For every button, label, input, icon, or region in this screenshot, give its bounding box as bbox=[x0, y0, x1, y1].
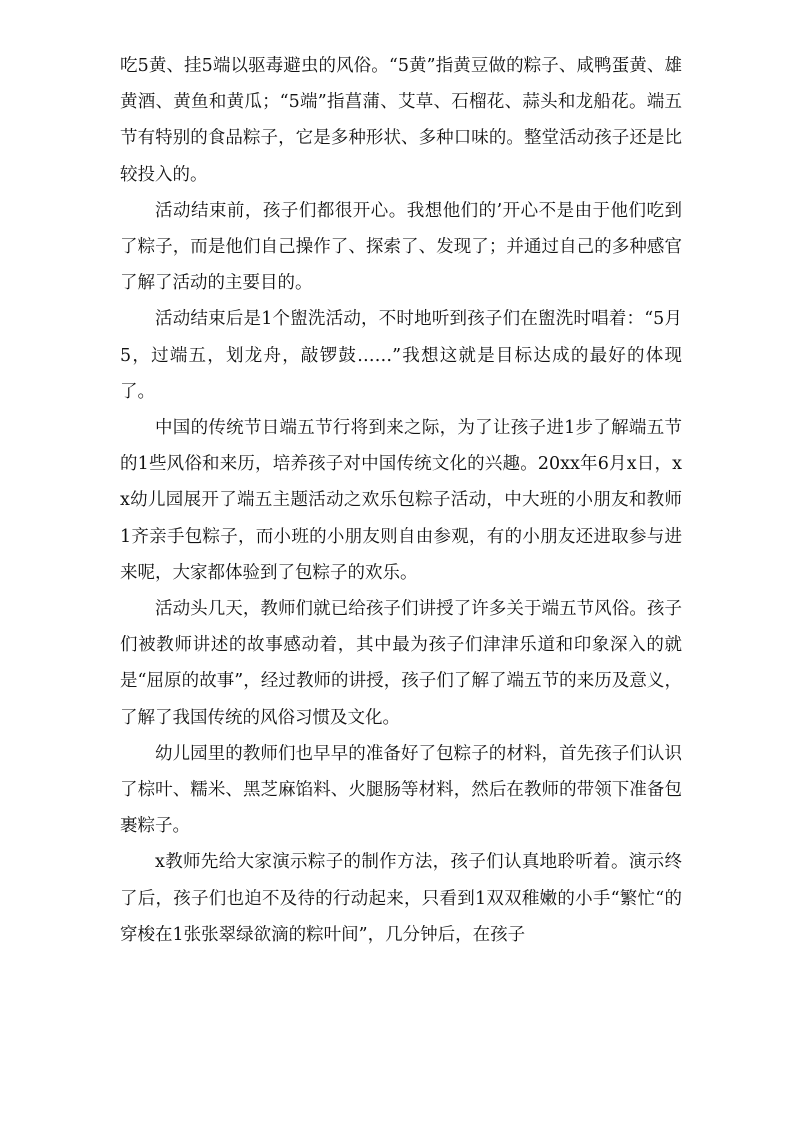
paragraph-3: 活动结束后是1个盥洗活动，不时地听到孩子们在盥洗时唱着：“5月5，过端五，划龙舟，敲锣鼓……”我想这就是目标达成的最好的体现了。 bbox=[120, 309, 682, 402]
paragraph-1: 吃5黄、挂5端以驱毒避虫的风俗。“5黄”指黄豆做的粽子、咸鸭蛋黄、雄黄酒、黄鱼和黄瓜；“5端”指菖蒲、艾草、石榴花、蒜头和龙船花。端五节有特别的食品粽子，它是多种形状、多种口味的。整堂活动孩子还是比较投入的。 bbox=[120, 56, 682, 185]
paragraph-7: x教师先给大家演示粽子的制作方法，孩子们认真地聆听着。演示终了后，孩子们也迫不及待的行动起来，只看到1双双稚嫩的小手“繁忙“的穿梭在1张张翠绿欲滴的粽叶间”，几分钟后，在孩子 bbox=[120, 852, 682, 945]
paragraph-2: 活动结束前，孩子们都很开心。我想他们的’开心不是由于他们吃到了粽子，而是他们自己操作了、探索了、发现了；并通过自己的多种感官了解了活动的主要目的。 bbox=[120, 200, 682, 294]
paragraph-6: 幼儿园里的教师们也早早的准备好了包粽子的材料，首先孩子们认识了棕叶、糯米、黑芝麻馅料、火腿肠等材料，然后在教师的带领下准备包裹粽子。 bbox=[120, 743, 682, 837]
paragraph-4: 中国的传统节日端五节行将到来之际，为了让孩子进1步了解端五节的1些风俗和来历，培养孩子对中国传统文化的兴趣。20xx年6月x日，xx幼儿园展开了端五主题活动之欢乐包粽子活动，中大班的小朋友和教师1齐亲手包粽子，而小班的小朋友则自由参观，有的小朋友还进取参与进来呢，大家都体验到了包粽子的欢乐。 bbox=[120, 418, 682, 583]
paragraph-5: 活动头几天，教师们就已给孩子们讲授了许多关于端五节风俗。孩子们被教师讲述的故事感动着，其中最为孩子们津津乐道和印象深入的就是“屈原的故事”，经过教师的讲授，孩子们了解了端五节的来历及意义，了解了我国传统的风俗习惯及文化。 bbox=[120, 599, 682, 728]
document-body bbox=[120, 48, 682, 953]
